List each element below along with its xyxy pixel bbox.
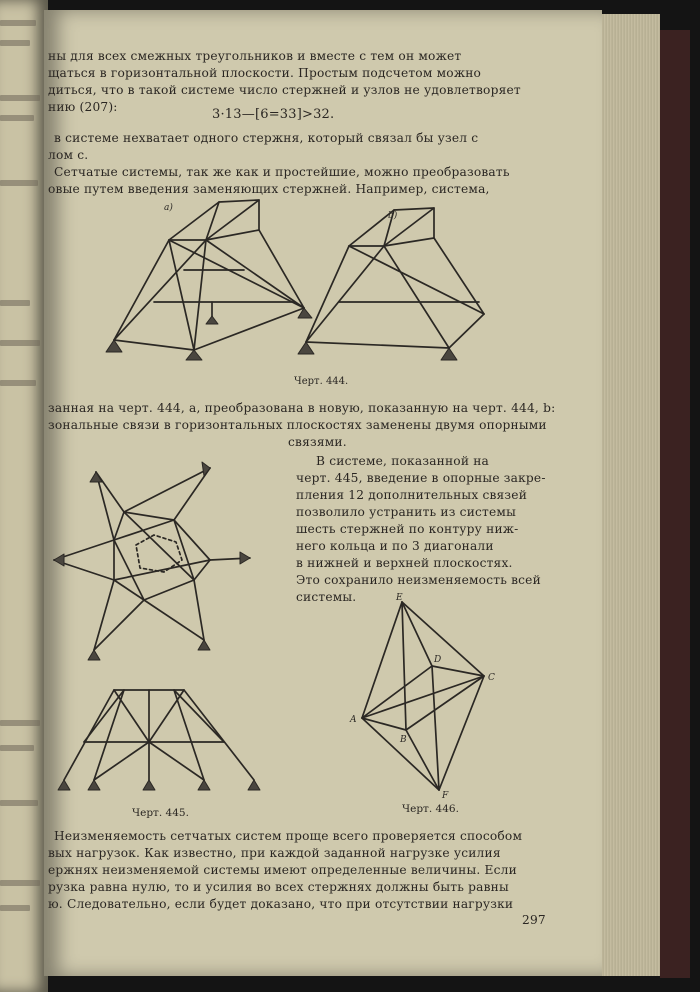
node-label: A [350,715,357,725]
node-label: E [396,593,403,603]
text-line: щаться в горизонтальной плоскости. Простым подсчетом можно [48,66,482,80]
text-line: в нижней и верхней плоскостях. [296,556,513,570]
text-line: связями. [288,435,347,449]
text-line: шесть стержней по контуру ниж- [296,522,519,536]
formula: 3·13—[6=33]>32. [212,107,335,122]
fig445-caption: Черт. 445. [132,807,189,819]
text-line: него кольца и по 3 диагонали [296,539,494,553]
node-label: B [400,735,407,745]
fig-label-a: a) [164,203,173,213]
text-line: пления 12 дополнительных связей [296,488,528,502]
page-number: 297 [522,913,546,927]
text-line: В системе, показанной на [316,454,490,468]
text-line: лом c. [48,148,89,162]
truss-b [298,208,484,360]
text-line: овые путем введения заменяющих стержней. Например, система, [48,182,490,196]
text-line: системы. [296,590,357,604]
text-line: в системе нехватает одного стержня, который связал бы узел c [54,131,479,145]
node-label: F [442,791,449,801]
text-line: рузка равна нулю, то и усилия во всех стержнях должны быть равны [48,880,509,894]
text-line: черт. 445, введение в опорные закре- [296,471,546,485]
figure-444 [94,190,464,387]
text-line: диться, что в такой системе число стержней и узлов не удовлетворяет [48,83,521,97]
fig446-caption: Черт. 446. [402,803,459,815]
text-line: зональные связи в горизонтальных плоскостях заменены двумя опорными [48,418,547,432]
page-edges [598,14,660,976]
text-line: ержнях неизменяемой системы имеют определенные величины. Если [48,863,517,877]
text-line: занная на черт. 444, a, преобразована в новую, показанную на черт. 444, b: [48,401,556,415]
text-line: нию (207): [48,100,118,114]
node-label: D [434,655,442,665]
book-page [44,10,602,976]
fig-label-b: b) [388,211,398,221]
figure-445-elevation [54,680,274,790]
fig444-caption: Черт. 444. [294,376,349,387]
figure-446 [344,590,504,800]
text-line: ю. Следовательно, если будет доказано, что при отсутствии нагрузки [48,897,514,911]
text-line: Это сохранило неизменяемость всей [296,573,541,587]
figure-445-plan [44,450,274,670]
truss-a [106,200,312,360]
text-line: Неизменяемость сетчатых систем проще всего проверяется способом [54,829,523,843]
text-line: ны для всех смежных треугольников и вместе с тем он может [48,49,462,63]
text-line: вых нагрузок. Как известно, при каждой заданной нагрузке усилия [48,846,501,860]
left-page-edge [0,0,48,992]
node-label: C [488,673,495,683]
text-line: Сетчатые системы, так же как и простейшие, можно преобразовать [54,165,510,179]
text-line: позволило устранить из системы [296,505,516,519]
book-spine [660,30,690,978]
